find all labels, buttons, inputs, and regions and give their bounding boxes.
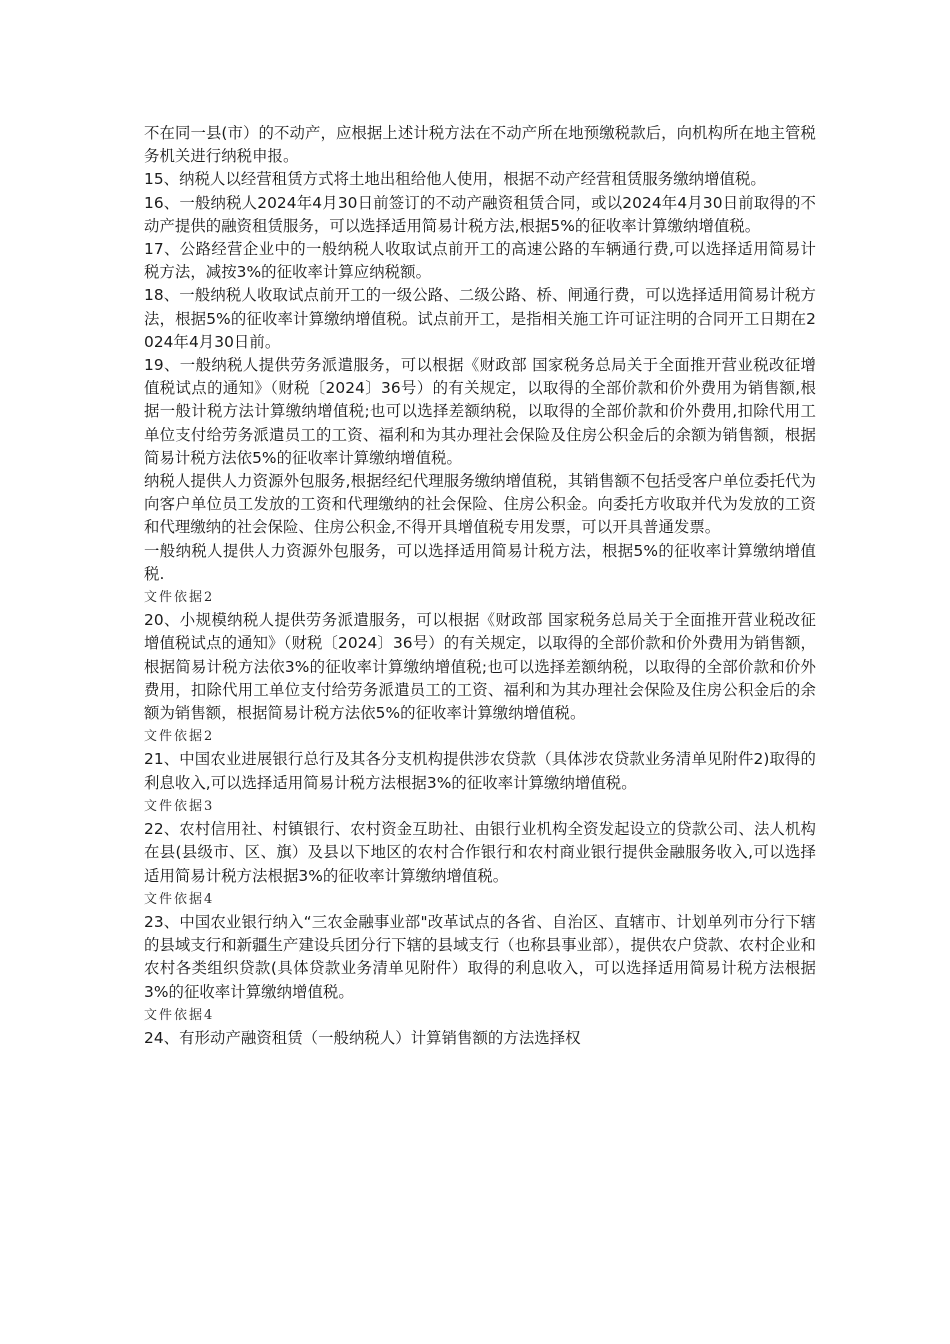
file-basis-label: 文件依据3 [144,798,215,814]
file-basis-label: 文件依据2 [144,729,215,745]
paragraph-hr-outsourcing-simple: 一般纳税人提供人力资源外包服务，可以选择适用简易计税方法，根据5%的征收率计算缴纳增值税. [144,541,816,583]
paragraph-hr-outsourcing: 纳税人提供人力资源外包服务,根据经纪代理服务缴纳增值税，其销售额不包括受客户单位委托代为向客户单位员工发放的工资和代理缴纳的社会保险、住房公积金。向委托方收取并代为发放的工资和代理缴纳的社会保险、住房公积金,不得开具增值税专用发票，可以开具普通发票。 [144,472,816,537]
file-basis-label: 文件依据4 [144,891,215,907]
paragraph-item-24: 24、有形动产融资租赁（一般纳税人）计算销售额的方法选择权 [144,1028,581,1047]
paragraph-item-22: 22、农村信用社、村镇银行、农村资金互助社、由银行业机构全资发起设立的贷款公司、法人机构在县(县级市、区、旗）及县以下地区的农村合作银行和农村商业银行提供金融服务收入,可以选择适用简易计税方法根据3%的征收率计算缴纳增值税。 [144,820,816,885]
file-basis-label: 文件依据2 [144,590,215,606]
paragraph-item-18: 18、一般纳税人收取试点前开工的一级公路、二级公路、桥、闸通行费，可以选择适用简易计税方法，根据5%的征收率计算缴纳增值税。试点前开工，是指相关施工许可证注明的合同开工日期在2024年4月30日前。 [144,286,816,351]
paragraph-item-17: 17、公路经营企业中的一般纳税人收取试点前开工的高速公路的车辆通行费,可以选择适用简易计税方法，减按3%的征收率计算应纳税额。 [144,240,816,282]
paragraph-continuation: 不在同一县(市）的不动产，应根据上述计税方法在不动产所在地预缴税款后，向机构所在地主管税务机关进行纳税申报。 [144,124,816,166]
paragraph-item-19: 19、一般纳税人提供劳务派遣服务，可以根据《财政部 国家税务总局关于全面推开营业税改征增值税试点的通知》（财税〔2024〕36号）的有关规定，以取得的全部价款和价外费用为销售额,根据一般计税方法计算缴纳增值税;也可以选择差额纳税，以取得的全部价款和价外费用,扣除代用工单位支付给劳务派遣员工的工资、福利和为其办理社会保险及住房公积金后的余额为销售额，根据简易计税方法依5%的征收率计算缴纳增值税。 [144,356,816,467]
file-basis-label: 文件依据4 [144,1007,215,1023]
document-body [144,122,816,1050]
paragraph-item-23: 23、中国农业银行纳入“三农金融事业部"改革试点的各省、自治区、直辖市、计划单列市分行下辖的县域支行和新疆生产建设兵团分行下辖的县域支行（也称县事业部），提供农户贷款、农村企业和农村各类组织贷款(具体贷款业务清单见附件）取得的利息收入，可以选择适用简易计税方法根据3%的征收率计算缴纳增值税。 [144,912,816,1001]
paragraph-item-15: 15、纳税人以经营租赁方式将土地出租给他人使用，根据不动产经营租赁服务缴纳增值税。 [144,170,766,189]
paragraph-item-16: 16、一般纳税人2024年4月30日前签订的不动产融资租赁合同，或以2024年4月30日前取得的不动产提供的融资租赁服务，可以选择适用简易计税方法,根据5%的征收率计算缴纳增值税。 [144,193,816,235]
paragraph-item-20: 20、小规模纳税人提供劳务派遣服务，可以根据《财政部 国家税务总局关于全面推开营业税改征增值税试点的通知》（财税〔2024〕36号）的有关规定，以取得的全部价款和价外费用为销售额，根据简易计税方法依3%的征收率计算缴纳增值税;也可以选择差额纳税，以取得的全部价款和价外费用，扣除代用工单位支付给劳务派遣员工的工资、福利和为其办理社会保险及住房公积金后的余额为销售额，根据简易计税方法依5%的征收率计算缴纳增值税。 [144,611,816,723]
paragraph-item-21: 21、中国农业进展银行总行及其各分支机构提供涉农贷款（具体涉农贷款业务清单见附件2)取得的利息收入,可以选择适用简易计税方法根据3%的征收率计算缴纳增值税。 [144,750,816,792]
